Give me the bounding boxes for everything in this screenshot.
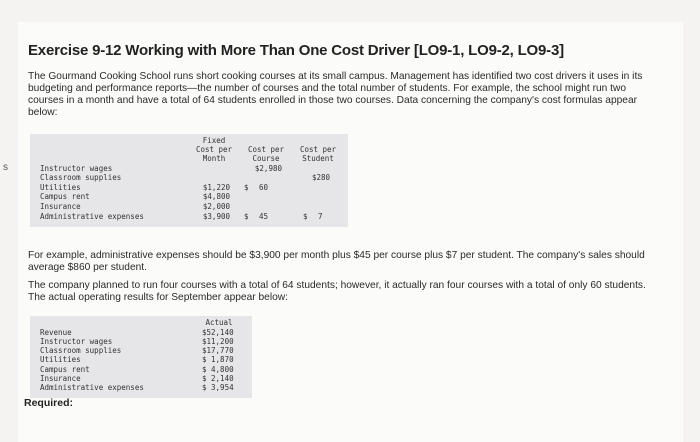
actual-row-label: Insurance <box>40 374 81 383</box>
actual-row-value: $ 3,954 <box>202 383 234 392</box>
example-paragraph: For example, administrative expenses should be $3,900 per month plus $45 per course plus $7 per student. The company's sales should average $860 per student. <box>28 250 645 273</box>
cost-row-course: $2,980 <box>254 164 282 173</box>
cost-row-label: Administrative expenses <box>40 212 144 221</box>
cost-row-label: Utilities <box>40 183 81 192</box>
actual-row-value: $52,140 <box>202 328 234 337</box>
cost-row-label: Insurance <box>40 202 81 211</box>
cost-row-label: Classroom supplies <box>40 173 122 182</box>
exercise-title: Exercise 9-12 Working with More Than One Cost Driver [LO9-1, LO9-2, LO9-3] <box>28 42 564 59</box>
cost-row-course: $ 45 <box>244 212 269 221</box>
actual-row-value: $ 4,800 <box>202 365 234 374</box>
fixed-header: Fixed Cost per Month <box>195 136 233 163</box>
actual-row-label: Administrative expenses <box>40 383 144 392</box>
intro-paragraph: The Gourmand Cooking School runs short cooking courses at its small campus. Management has identified two cost drivers it uses in its budgeting and performance reports—the number of courses and the total number of students. For example, the school might run two courses in a month and have a total of 64 students enrolled in those two courses. Data concerning the company's cost formulas appear below: <box>28 71 643 118</box>
actual-row-value: $11,200 <box>202 337 234 346</box>
actual-row-value: $17,770 <box>202 346 234 355</box>
cost-row-student: $280 <box>311 173 330 182</box>
actual-row-label: Revenue <box>40 328 72 337</box>
page-edge-mark: s <box>3 162 8 173</box>
student-header: Cost per Student <box>299 145 337 163</box>
cost-row-fixed: $3,900 <box>202 212 230 221</box>
cost-row-student: $ 7 <box>303 212 323 221</box>
cost-row-fixed: $1,220 <box>202 183 230 192</box>
required-heading: Required: <box>24 397 74 409</box>
actual-row-label: Instructor wages <box>40 337 113 346</box>
document-page <box>18 22 683 442</box>
cost-row-fixed: $2,000 <box>202 202 230 211</box>
cost-row-label: Instructor wages <box>40 164 113 173</box>
cost-row-fixed: $4,800 <box>202 192 230 201</box>
cost-row-course: $ 60 <box>244 183 269 192</box>
actual-row-label: Campus rent <box>40 365 90 374</box>
actual-row-label: Utilities <box>40 355 81 364</box>
actual-header: Actual <box>205 318 233 327</box>
actual-row-label: Classroom supplies <box>40 346 122 355</box>
cost-row-label: Campus rent <box>40 192 90 201</box>
course-header: Cost per Course <box>247 145 285 163</box>
planned-paragraph: The company planned to run four courses with a total of 64 students; however, it actually ran four courses with a total of only 60 students. The actual operating results for September appear below: <box>28 280 646 303</box>
actual-row-value: $ 2,140 <box>202 374 234 383</box>
actual-row-value: $ 1,870 <box>202 355 234 364</box>
